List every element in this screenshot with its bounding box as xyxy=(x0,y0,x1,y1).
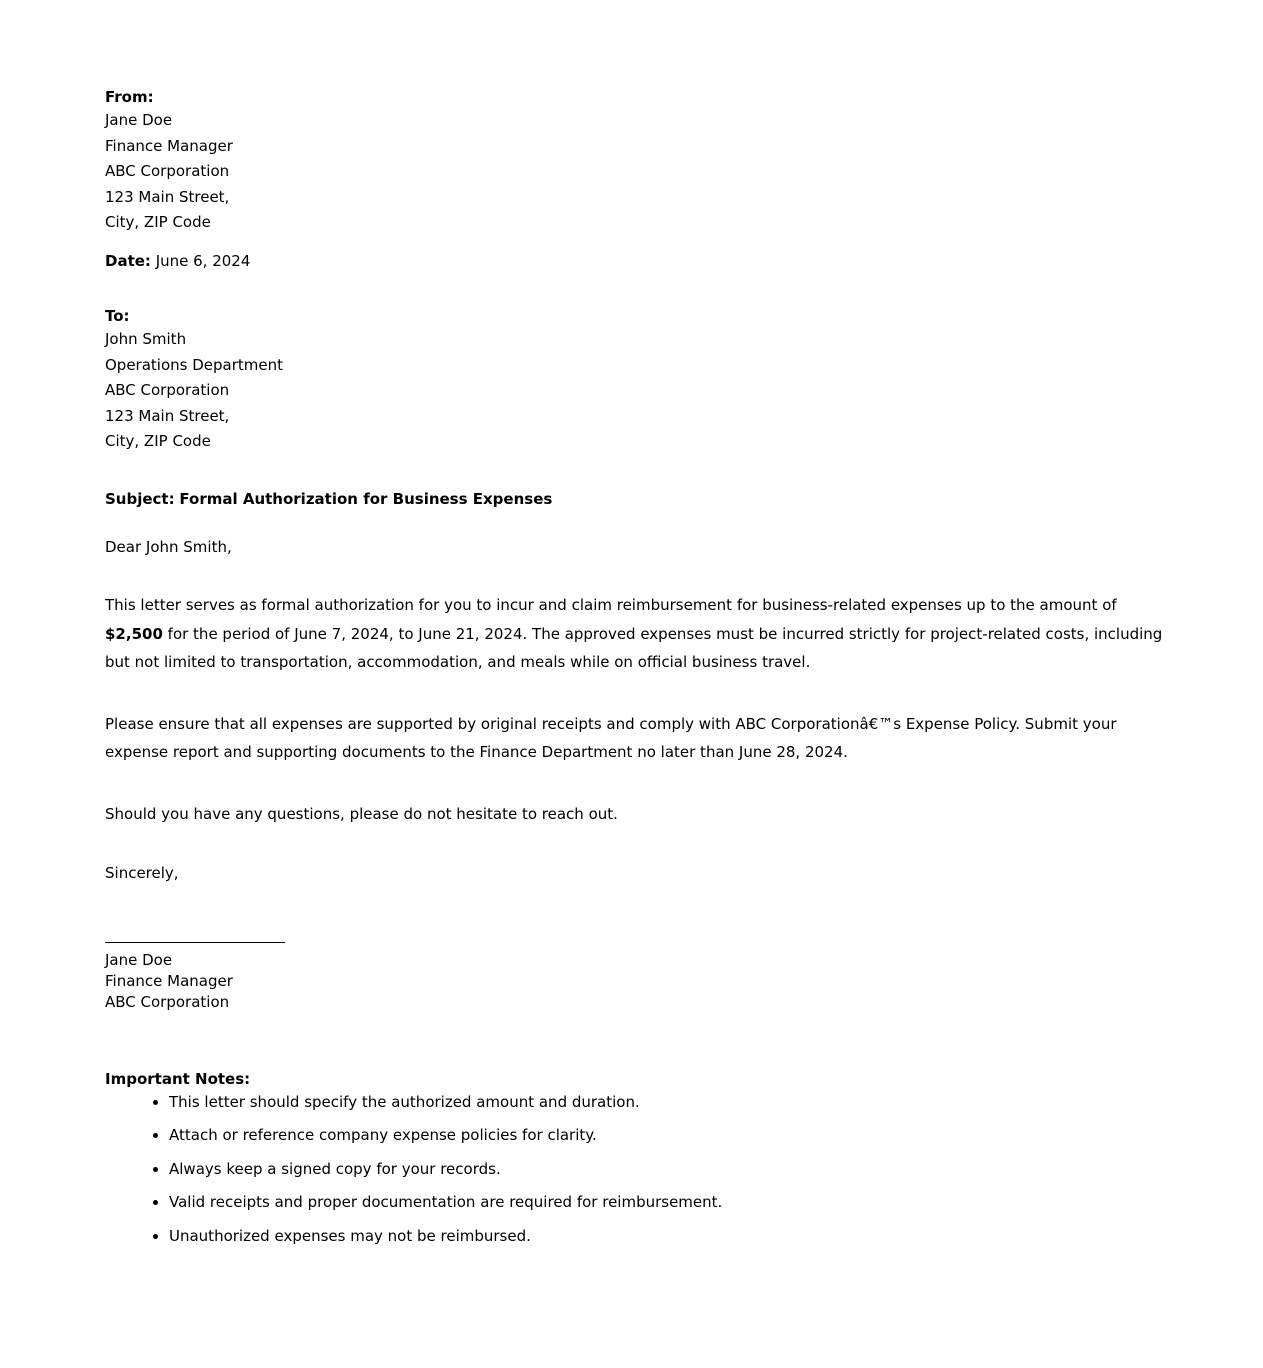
notes-title: Important Notes: xyxy=(105,1069,251,1088)
list-item: • Unauthorized expenses may not be reimbursed. xyxy=(169,1225,1165,1247)
recipient-street: 123 Main Street, xyxy=(105,406,230,425)
date-value: June 6, 2024 xyxy=(155,251,251,270)
recipient-block xyxy=(105,305,1165,455)
body-paragraph-authorization xyxy=(105,591,1165,677)
sender-city: City, ZIP Code xyxy=(105,213,211,232)
closing: Sincerely, xyxy=(105,863,179,882)
sender-company: ABC Corporation xyxy=(105,162,230,181)
list-item: • This letter should specify the authorized amount and duration. xyxy=(169,1091,1165,1113)
signer-name: Jane Doe xyxy=(105,950,173,969)
greeting: Dear John Smith, xyxy=(105,537,232,556)
notes-list xyxy=(105,1091,1165,1247)
sender-name: Jane Doe xyxy=(105,111,173,129)
subject-line xyxy=(105,488,1165,510)
recipient-company: ABC Corporation xyxy=(105,381,230,400)
recipient-name: John Smith xyxy=(105,329,187,348)
list-item: • Attach or reference company expense policies for clarity. xyxy=(169,1124,1165,1146)
paragraph-text-before-amount: This letter serves as formal authorization for you to incur and claim reimbursement for business-related expenses up to the amount of xyxy=(105,595,1117,614)
sender-title: Finance Manager xyxy=(105,136,233,155)
letter-page xyxy=(105,86,1165,1247)
body-paragraph-questions: Should you have any questions, please do not hesitate to reach out. xyxy=(105,804,618,823)
date-line xyxy=(105,250,1165,272)
recipient-department: Operations Department xyxy=(105,355,284,374)
paragraph-text-after-amount: for the period of June 7, 2024, to June 21, 2024. The approved expenses must be incurred strictly for project-related costs, including but not limited to transportation, accommodation, and meals while on official business travel. xyxy=(105,624,1163,672)
sender-street: 123 Main Street, xyxy=(105,187,230,206)
body-paragraph-receipts: Please ensure that all expenses are supported by original receipts and comply with ABC Corporationâ€™s Expense Policy. Submit your expense report and supporting documents to the Finance Department no later than June 28, 2024. xyxy=(105,714,1117,762)
signature-block xyxy=(105,950,1165,1013)
date-label: Date: xyxy=(105,251,151,270)
sender-block xyxy=(105,86,1165,236)
signer-company: ABC Corporation xyxy=(105,992,230,1011)
recipient-city: City, ZIP Code xyxy=(105,432,211,451)
authorized-amount: $2,500 xyxy=(105,624,163,643)
to-label: To: xyxy=(105,306,130,325)
subject-label: Subject: xyxy=(105,489,175,508)
list-item: • Valid receipts and proper documentation are required for reimbursement. xyxy=(169,1191,1165,1213)
from-label: From: xyxy=(105,88,154,106)
signer-title: Finance Manager xyxy=(105,971,233,990)
signature-line xyxy=(105,942,285,943)
list-item: • Always keep a signed copy for your records. xyxy=(169,1158,1165,1180)
subject-text: Formal Authorization for Business Expenses xyxy=(179,489,553,508)
